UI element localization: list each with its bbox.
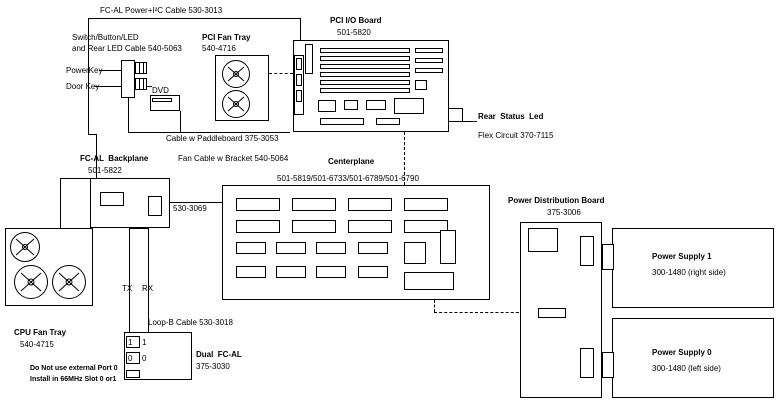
label-power-supply-1-pn: 300-1480 (right side) [652, 268, 726, 277]
pdb-connector-2 [580, 348, 594, 378]
pin-line-3 [139, 78, 140, 90]
pci-io-chip-5 [320, 118, 364, 125]
centerplane-chip-10 [276, 242, 306, 254]
fcal-backplane-chip [100, 192, 124, 206]
label-cpu-fan-tray: CPU Fan Tray [14, 328, 67, 337]
centerplane-chip-18 [404, 272, 454, 290]
fcal-backplane-connector [148, 196, 162, 216]
wire-rx [148, 228, 149, 332]
switch-connector-pin-bottom [135, 78, 147, 90]
dual-fcal-edge [126, 370, 140, 378]
power-supply-0-connector [602, 352, 614, 378]
wire-rear-led-horizontal [449, 121, 477, 122]
centerplane-chip-3 [348, 198, 392, 211]
power-supply-1-connector [602, 244, 614, 270]
wire-dvd [147, 86, 152, 87]
centerplane-chip-19 [440, 230, 456, 264]
pci-fan-1-blades [222, 60, 250, 88]
centerplane-chip-15 [276, 266, 306, 278]
label-cable-530-3069: 530-3069 [173, 204, 207, 213]
wire-top-horizontal [88, 18, 300, 19]
pin-line-4 [143, 78, 144, 90]
label-dual-fcal-pn: 375-3030 [196, 362, 230, 371]
wire-powerkey [99, 70, 121, 71]
pdb-chip-2 [538, 308, 566, 318]
centerplane-chip-5 [236, 220, 280, 233]
wire-backplane-to-centerplane [170, 202, 222, 203]
pci-slot-6 [320, 88, 410, 93]
pci-slot-2 [320, 56, 410, 61]
pci-slot-4 [320, 72, 410, 77]
centerplane-chip-11 [316, 242, 346, 254]
label-doorkey: Door Key [66, 82, 100, 91]
wire-backplane-up [96, 134, 97, 178]
centerplane-chip-9 [236, 242, 266, 254]
label-pci-io-board-pn: 501-5820 [337, 28, 371, 37]
pci-slot-8 [415, 58, 443, 63]
pci-io-conn-d [305, 44, 313, 74]
wire-txrx-top [129, 228, 148, 229]
wire-backplane-left [60, 178, 90, 179]
pin-line-1 [139, 62, 140, 74]
centerplane-chip-13 [404, 242, 426, 264]
centerplane-chip-7 [348, 220, 392, 233]
centerplane-chip-16 [316, 266, 346, 278]
pci-io-chip-6 [376, 118, 400, 125]
switch-connector-pin-top [135, 62, 147, 74]
dashed-centerplane-down [434, 300, 435, 312]
wire-dvd-down [180, 111, 181, 132]
label-pci-fan-tray: PCI Fan Tray [202, 33, 251, 42]
pci-io-chip-1 [318, 100, 336, 112]
switch-connector-block [121, 60, 135, 98]
label-cpu-fan-tray-pn: 540-4715 [20, 340, 54, 349]
pci-io-chip-7 [415, 80, 427, 90]
pci-io-chip-3 [366, 100, 386, 110]
label-rear-status-led: Rear Status Led [478, 112, 544, 121]
wire-rear-led-vertical [462, 108, 463, 121]
pci-slot-3 [320, 64, 410, 69]
label-rear-led-cable: and Rear LED Cable 540-5063 [72, 44, 182, 53]
label-centerplane-pn: 501-5819/501-6733/501-6789/501-6790 [277, 174, 419, 183]
pci-fan-2-blades [222, 90, 250, 118]
label-power-distribution-board-pn: 375-3006 [547, 208, 581, 217]
label-note-line2: Install in 66MHz Slot 0 or1 [30, 376, 117, 383]
label-fan-cable-bracket: Fan Cable w Bracket 540-5064 [178, 154, 289, 163]
label-centerplane: Centerplane [328, 157, 375, 166]
centerplane-chip-14 [236, 266, 266, 278]
label-fcal-power-cable: FC-AL Power+I²C Cable 530-3013 [100, 6, 223, 15]
dashed-pci-fan-to-io [269, 73, 293, 74]
pci-io-conn-c [296, 90, 302, 102]
label-power-supply-1: Power Supply 1 [652, 252, 712, 261]
pci-io-conn-b [296, 74, 302, 86]
label-dual-fcal: Dual FC-AL [196, 350, 242, 359]
centerplane-chip-2 [292, 198, 336, 211]
pci-slot-7 [415, 48, 443, 53]
label-fcal-backplane-pn: 501-5822 [88, 166, 122, 175]
cpu-fan-1-blades [10, 232, 40, 262]
label-switch-button-led: Switch/Button/LED [72, 33, 139, 42]
label-port-1b: 1 [142, 338, 147, 347]
wire-paddleboard-horizontal [128, 132, 290, 133]
wire-tx [129, 228, 130, 332]
label-port-0: 0 [128, 354, 133, 363]
wire-switch-down [128, 98, 129, 132]
label-pci-io-board: PCI I/O Board [330, 16, 382, 25]
label-powerkey: PowerKey [66, 66, 103, 75]
pci-io-chip-2 [344, 100, 358, 110]
label-flex-circuit: Flex Circuit 370-7115 [478, 131, 554, 140]
pdb-chip-1 [528, 228, 558, 252]
label-tx: TX [122, 284, 133, 293]
label-power-supply-0: Power Supply 0 [652, 348, 712, 357]
pci-slot-5 [320, 80, 410, 85]
label-port-0b: 0 [142, 354, 147, 363]
centerplane-chip-4 [404, 198, 448, 211]
label-power-distribution-board: Power Distribution Board [508, 196, 605, 205]
label-pci-fan-tray-pn: 540-4716 [202, 44, 236, 53]
pci-slot-9 [415, 68, 443, 73]
label-note-line1: Do Not use external Port 0 [30, 365, 118, 372]
dashed-pci-io-to-centerplane [404, 132, 405, 185]
label-fcal-backplane: FC-AL Backplane [80, 154, 149, 163]
dashed-centerplane-to-pdb [434, 312, 524, 313]
wire-rear-led-top [449, 108, 462, 109]
cpu-fan-2-blades [14, 265, 48, 299]
label-dvd: DVD [152, 86, 169, 95]
pin-line-2 [143, 62, 144, 74]
pci-io-conn-a [296, 58, 302, 70]
label-power-supply-0-pn: 300-1480 (left side) [652, 364, 721, 373]
centerplane-chip-17 [358, 266, 388, 278]
pdb-connector-1 [580, 236, 594, 266]
pci-io-chip-4 [394, 98, 424, 114]
centerplane-chip-6 [292, 220, 336, 233]
power-supply-0 [612, 318, 774, 398]
label-port-1: 1 [128, 338, 133, 347]
label-loop-b-cable: Loop-B Cable 530-3018 [148, 318, 233, 327]
centerplane-chip-12 [358, 242, 388, 254]
label-rx: RX [142, 284, 154, 293]
wire-doorkey [95, 86, 121, 87]
centerplane-chip-1 [236, 198, 280, 211]
pci-slot-1 [320, 48, 410, 53]
cpu-fan-3-blades [52, 265, 86, 299]
dvd-slot [152, 98, 172, 102]
label-paddleboard-cable: Cable w Paddleboard 375-3053 [166, 134, 279, 143]
wire-left-bottom-stub [88, 134, 96, 135]
